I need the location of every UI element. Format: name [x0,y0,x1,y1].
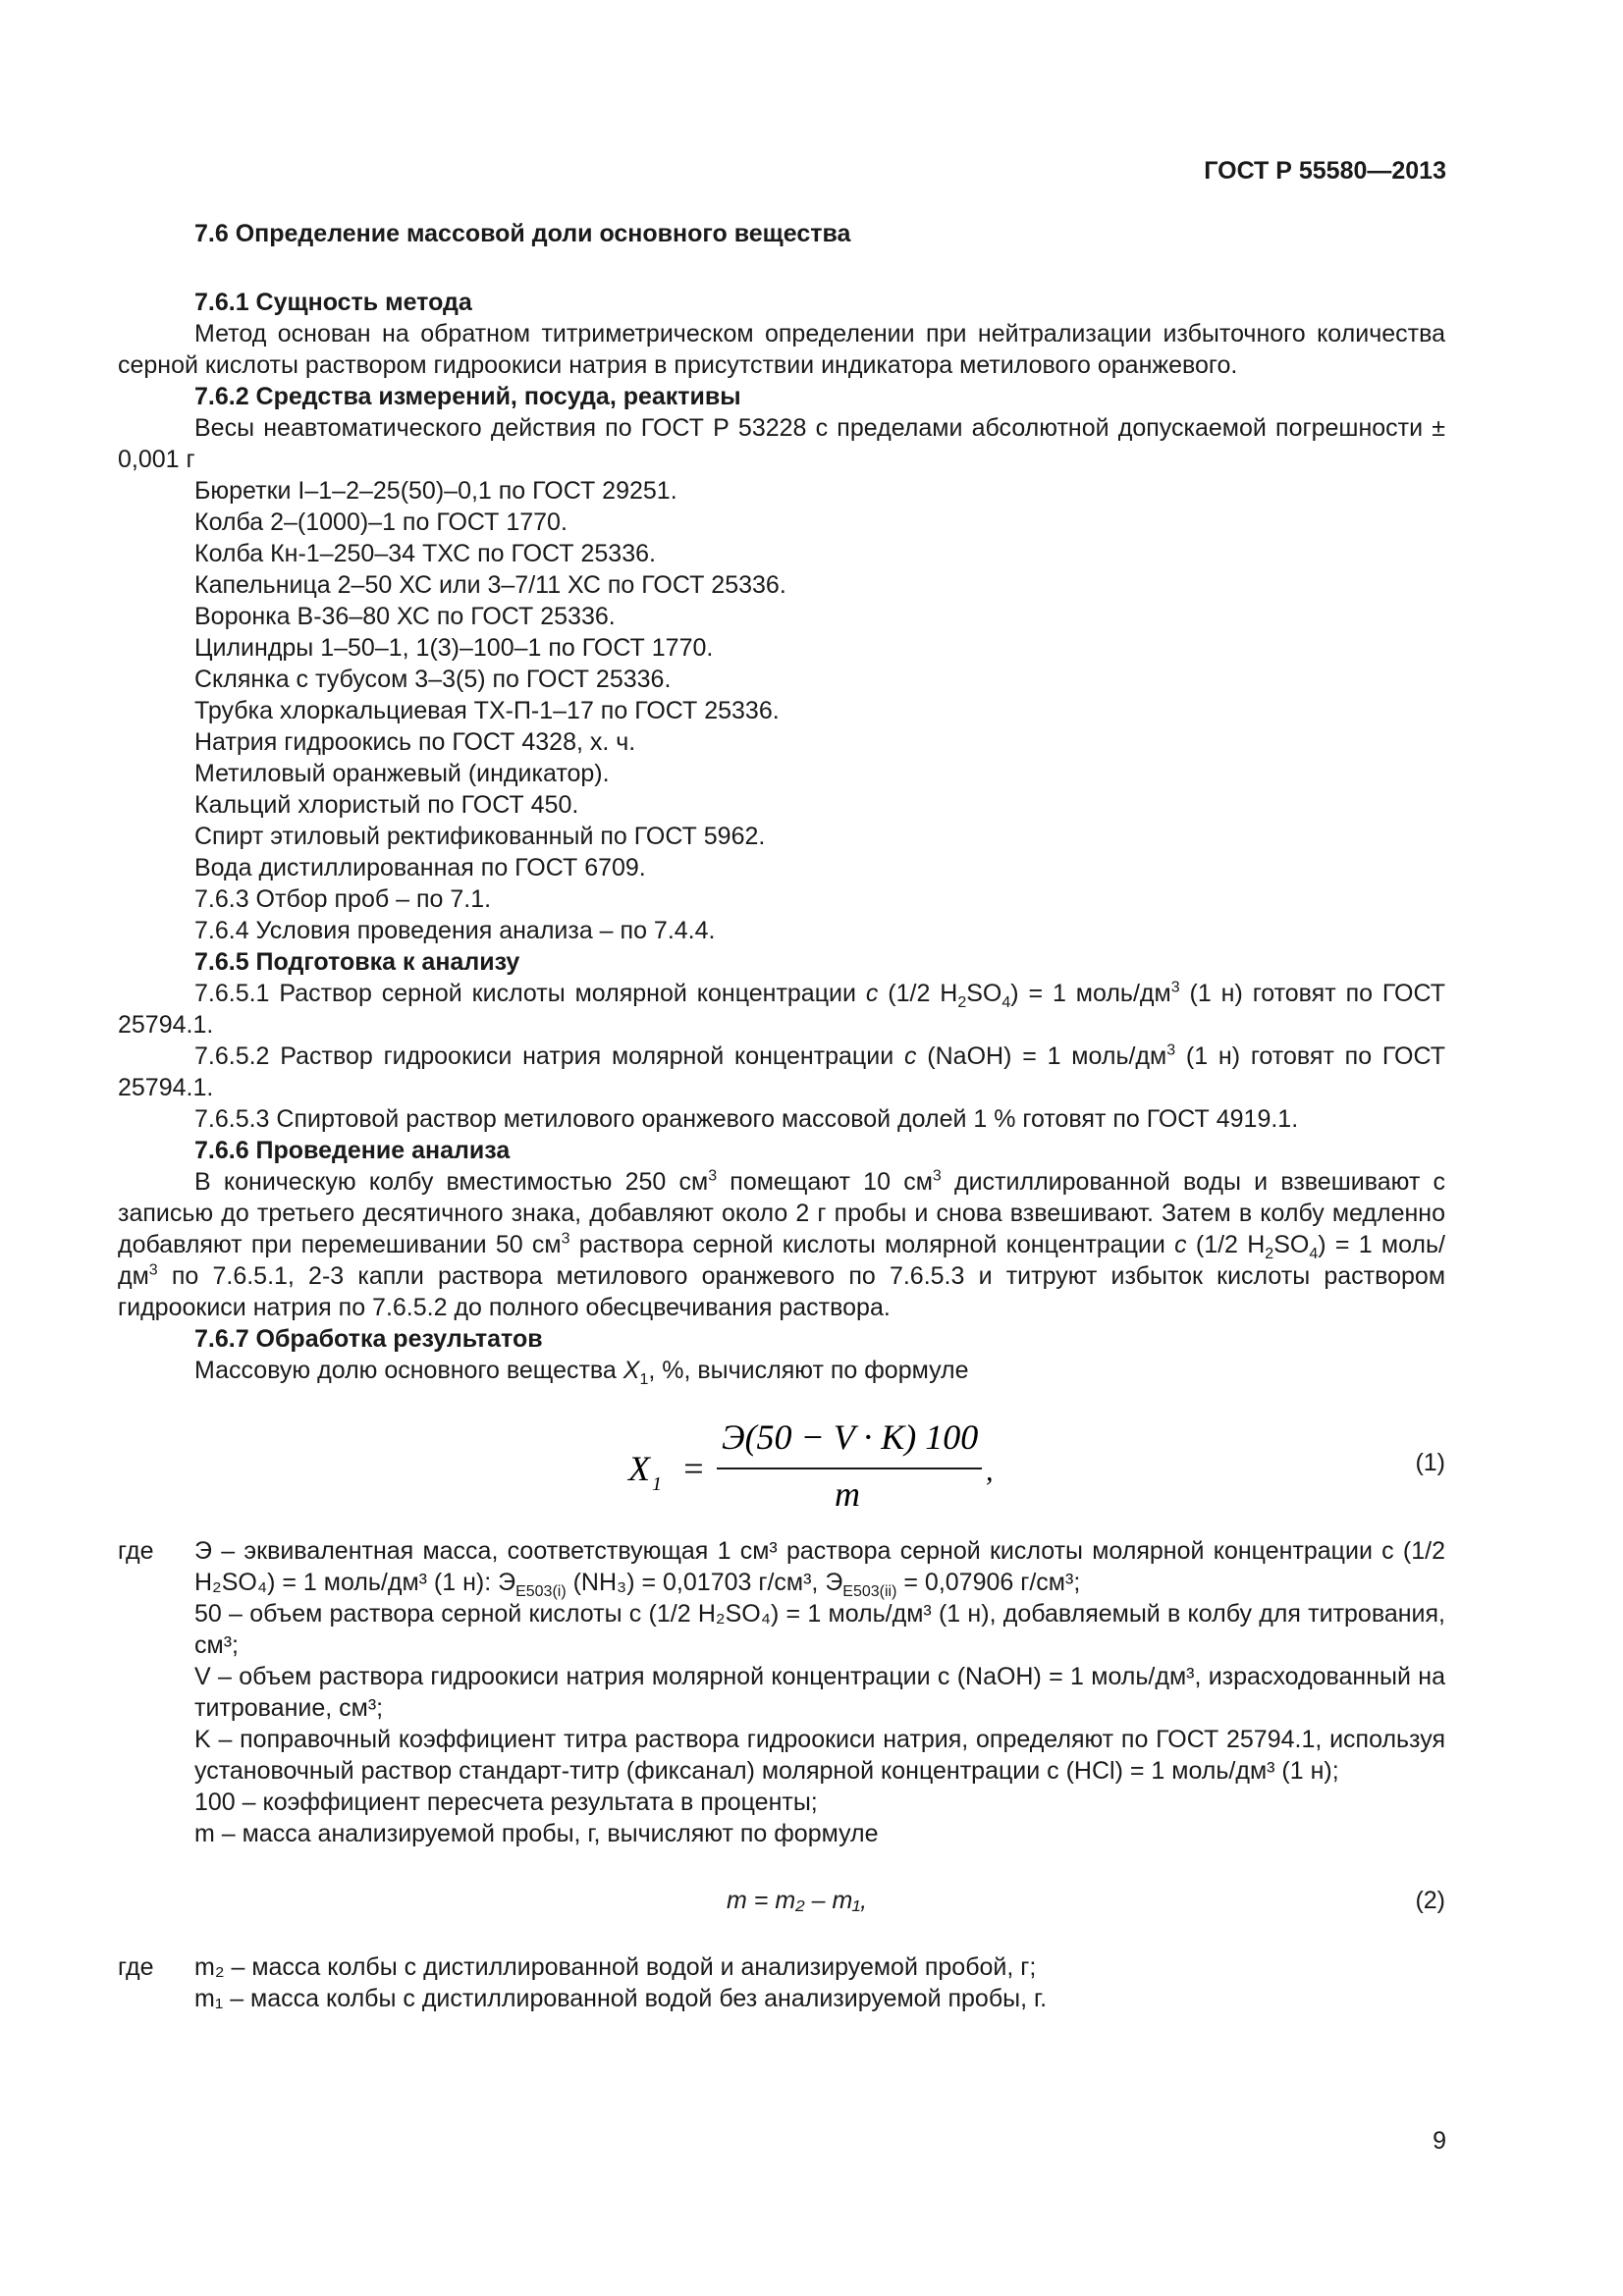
list-item: Вода дистиллированная по ГОСТ 6709. [194,854,646,881]
formula-2-expression: m = m₂ – m₁, [727,1887,868,1914]
section-7-6-1-text: Метод основан на обратном титриметрическом определении при нейтрализации избыточного количества серной кислоты раствором гидроокиси натрия в присутствии индикатора метилового оранжевого. [118,320,1445,379]
formula-1-numerator: Э(50 − V · K) 100 [722,1417,979,1457]
list-item: Трубка хлоркальциевая ТХ-П-1–17 по ГОСТ 25336. [194,697,780,724]
list-item: Колба 2–(1000)–1 по ГОСТ 1770. [194,508,568,536]
formula-2-number: (2) [1415,1887,1445,1914]
where-label: где [118,1537,154,1565]
list-item: Кальций хлористый по ГОСТ 450. [194,791,579,819]
list-item: Колба Кн-1–250–34 ТХС по ГОСТ 25336. [194,540,656,567]
definition-K: K – поправочный коэффициент титра раствора гидроокиси натрия, определяют по ГОСТ 25794.1, используя установочный раствор стандарт-титр (фиксанал) молярной концентрации c (HCl) = 1 моль/дм³ (1 н); [194,1726,1445,1785]
list-item: Бюретки I–1–2–25(50)–0,1 по ГОСТ 29251. [194,477,677,505]
list-item: Метиловый оранжевый (индикатор). [194,760,610,787]
section-7-6-7-text: Массовую долю основного вещества $X_1$, %, вычисляют по формуле [194,1357,969,1388]
page-number: 9 [1433,2127,1446,2155]
definition-50: 50 – объем раствора серной кислоты c (1/2 H₂SO₄) = 1 моль/дм³ (1 н), добавляемый в колбу для титрования, см³; [194,1600,1445,1659]
page-content [118,218,1445,2014]
section-7-6-title: 7.6 Определение массовой доли основного вещества [194,220,851,247]
definition-m2: m₂ – масса колбы с дистиллированной водой и анализируемой пробой, г; [194,1953,1037,1981]
section-7-6-7-title: 7.6.7 Обработка результатов [194,1325,543,1353]
section-7-6-5-2: 7.6.5.2 Раствор гидроокиси натрия молярной концентрации c (NaOH) = 1 моль/$дм^3$ (1 н) готовят по ГОСТ 25794.1. [118,1041,1445,1101]
formula-1-lhs: X [628,1449,650,1488]
section-7-6-5-3: 7.6.5.3 Спиртовой раствор метилового оранжевого массовой долей 1 % готовят по ГОСТ 4919.1. [194,1105,1299,1133]
section-7-6-6-title: 7.6.6 Проведение анализа [194,1137,511,1164]
section-7-6-5-title: 7.6.5 Подготовка к анализу [194,948,520,976]
definition-E: Э – эквивалентная масса, соответствующая 1 см³ раствора серной кислоты молярной концентрации c (1/2 H₂SO₄) = 1 моль/дм³ (1 н): $Э_{E503(i)}$ (NH₃) = 0,01703 г/см³, $Э_{E503(ii)} = 0,07906$ г/см³; [194,1537,1445,1600]
definitions-block-1 [118,1535,1445,1849]
definition-V: V – объем раствора гидроокиси натрия молярной концентрации c (NaOH) = 1 моль/дм³, израсходованный на титрование, см³; [194,1663,1445,1722]
svg-text:=: = [681,1449,706,1488]
definition-100: 100 – коэффициент пересчета результата в проценты; [194,1789,818,1816]
section-7-6-5-1: 7.6.5.1 Раствор серной кислоты молярной концентрации c (1/2 $H_2SO_4) = 1$ моль/$дм^3$ (1 н) готовят по ГОСТ 25794.1. [118,979,1446,1039]
section-7-6-1-title: 7.6.1 Сущность метода [194,289,472,316]
list-item: 7.6.3 Отбор проб – по 7.1. [194,885,492,913]
formula-1-denominator: m [835,1474,860,1514]
where-label: где [118,1953,154,1981]
svg-text:,: , [986,1455,994,1487]
formula-1-expression [619,1410,1031,1518]
document-header: ГОСТ Р 55580—2013 [1204,157,1446,185]
formula-1 [118,1410,1445,1518]
definition-m1: m₁ – масса колбы с дистиллированной водой без анализируемой пробы, г. [194,1985,1048,2012]
list-item: Склянка с тубусом 3–3(5) по ГОСТ 25336. [194,666,672,693]
definitions-block-2 [118,1951,1445,2014]
list-item: Натрия гидроокись по ГОСТ 4328, х. ч. [194,728,636,756]
section-7-6-2-intro: Весы неавтоматического действия по ГОСТ Р 53228 с пределами абсолютной допускаемой погрешности ± 0,001 г [118,414,1445,473]
list-item: Цилиндры 1–50–1, 1(3)–100–1 по ГОСТ 1770. [194,634,714,662]
section-7-6-6-text: В коническую колбу вместимостью 250 $см^3$ помещают 10 $см^3$ дистиллированной воды и взвешивают с записью до третьего десятичного знака, добавляют около 2 г пробы и снова взвешивают. Затем в колбу медленно добавляют при перемешивании 50 $см^3$ раствора серной кислоты молярной концентрации c (1/2 $H_2SO_4) = 1$ моль/$дм^3$ по 7.6.5.1, 2-3 капли раствора метилового оранжевого по 7.6.5.3 и титруют избыток кислоты раствором гидроокиси натрия по 7.6.5.2 до полного обесцвечивания раствора. [118,1167,1445,1321]
formula-2 [118,1881,1445,1920]
formula-1-number: (1) [1415,1449,1445,1476]
definition-m: m – масса анализируемой пробы, г, вычисляют по формуле [194,1820,879,1847]
list-item: Капельница 2–50 ХС или 3–7/11 ХС по ГОСТ 25336. [194,571,786,599]
formula-1-lhs-sub: 1 [652,1473,662,1495]
list-item: Воронка В-36–80 ХС по ГОСТ 25336. [194,603,616,630]
list-item: Спирт этиловый ректификованный по ГОСТ 5962. [194,823,766,850]
equipment-list [118,475,1445,946]
section-7-6-2-title: 7.6.2 Средства измерений, посуда, реактивы [194,383,741,410]
list-item: 7.6.4 Условия проведения анализа – по 7.4.4. [194,917,716,944]
